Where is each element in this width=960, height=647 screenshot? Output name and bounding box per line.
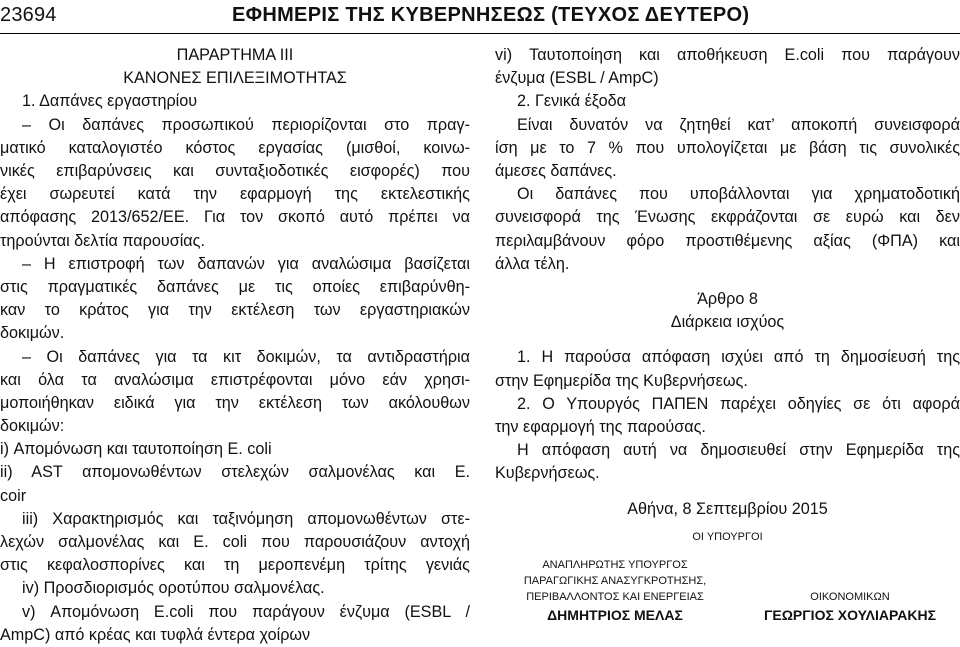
journal-title: ΕΦΗΜΕΡΙΣ ΤΗΣ ΚΥΒΕΡΝΗΣΕΩΣ (ΤΕΥΧΟΣ ΔΕΥΤΕΡΟ) (232, 4, 750, 26)
body-line: iii) Χαρακτηρισμός και ταξινόμηση απομονωθέντων στε- (22, 509, 470, 528)
section-title: 1. Δαπάνες εργαστηρίου (22, 92, 198, 111)
body-line: i) Απομόνωση και ταυτοποίηση E. coli (0, 440, 272, 459)
body-line: καν το κράτος για την εκτέλεση των εργαστηριακών (0, 301, 470, 320)
body-line: ii) AST απομονωθέντων στελεχών σαλμονέλας και E. (0, 463, 470, 482)
body-line: τηρούνται δελτία παρουσίας. (0, 231, 205, 250)
spacer (495, 334, 960, 346)
body-line: περιλαμβάνουν φόρο προστιθέμενης αξίας (ΦΠΑ) και (495, 231, 960, 250)
body-line: AmpC) από κρέας και τυφλά έντερα χοίρων (0, 625, 311, 644)
page-header (0, 0, 960, 38)
signature-block-1 (495, 557, 735, 625)
body-line: έχει σωρευτεί κατά την εφαρμογή της εκτελεστικής (0, 185, 470, 204)
body-line: λεχών σαλμονέλας και E. coli που παρουσιάζουν αντοχή (0, 533, 470, 552)
body-line: άλλα τέλη. (495, 254, 570, 273)
body-line: Κυβερνήσεως. (495, 464, 600, 483)
signer1-title-2: ΠΑΡΑΓΩΓΙΚΗΣ ΑΝΑΣΥΓΚΡΟΤΗΣΗΣ, (523, 574, 707, 587)
spacer (495, 276, 960, 288)
signer1-title-1: ΑΝΑΠΛΗΡΩΤΗΣ ΥΠΟΥΡΓΟΣ (542, 558, 688, 571)
body-line: Οι δαπάνες που υποβάλλονται για χρηματοδοτική (517, 185, 960, 204)
spacer (495, 486, 960, 498)
body-line: ματικό καταλογιστέο κόστος εργασίας (μισθοί, κοινω- (0, 138, 470, 157)
signer1-name: ΔΗΜΗΤΡΙΟΣ ΜΕΛΑΣ (547, 606, 683, 623)
body-line: στις πραγματικές δαπάνες με τις οποίες επιβαρύνθη- (0, 277, 470, 296)
page-number: 23694 (0, 4, 57, 26)
body-line: ίση με το 7 % που υπολογίζεται με βάση τις συνολικές (495, 138, 960, 157)
body-line: vi) Ταυτοποίηση και αποθήκευση E.coli που παράγουν (495, 46, 960, 64)
body-line: την εφαρμογή της παρούσας. (495, 417, 706, 436)
body-line: 1. Η παρούσα απόφαση ισχύει από τη δημοσίευσή της (517, 348, 960, 367)
signature-block-2 (740, 557, 960, 625)
body-line: – Οι δαπάνες προσωπικού περιορίζονται στο πραγ- (22, 115, 470, 134)
ministers-label: ΟΙ ΥΠΟΥΡΓΟΙ (692, 530, 763, 543)
body-line: – Η επιστροφή των δαπανών για αναλώσιμα βασίζεται (22, 254, 470, 273)
body-line: απόφασης 2013/652/ΕΕ. Για τον σκοπό αυτό πρέπει να (0, 208, 470, 227)
body-line: v) Απομόνωση E.coli που παράγουν ένζυμα (ESBL / (22, 602, 470, 621)
header-rule (0, 33, 960, 34)
article-subtitle: Διάρκεια ισχύος (670, 313, 785, 332)
body-line: στις κεφαλοσπορίνες και τη μεροπενέμη τρίτης γενιάς (0, 556, 470, 575)
signer1-title-3: ΠΕΡΙΒΑΛΛΟΝΤΟΣ ΚΑΙ ΕΝΕΡΓΕΙΑΣ (526, 590, 704, 603)
right-column (495, 44, 960, 625)
spacer (495, 521, 960, 529)
date-line: Αθήνα, 8 Σεπτεμβρίου 2015 (627, 499, 828, 518)
body-line: συνεισφορά της Ένωσης εκφράζονται σε ευρώ και δεν (495, 208, 960, 227)
body-line: νικές επιβαρύνσεις και συνταξιοδοτικές εισφορές) που (0, 161, 470, 180)
appendix-title: ΠΑΡΑΡΤΗΜΑ ΙΙΙ (176, 46, 294, 64)
body-line: – Οι δαπάνες για τα κιτ δοκιμών, τα αντιδραστήρια (22, 347, 470, 366)
body-line: και όλα τα αναλώσιμα επιστρέφονται μόνο εάν χρησι- (0, 370, 470, 389)
signer2-name: ΓΕΩΡΓΙΟΣ ΧΟΥΛΙΑΡΑΚΗΣ (763, 606, 937, 623)
left-column (0, 44, 470, 647)
appendix-subtitle: ΚΑΝΟΝΕΣ ΕΠΙΛΕΞΙΜΟΤΗΤΑΣ (123, 69, 347, 88)
signatures (495, 557, 960, 625)
section-title: 2. Γενικά έξοδα (517, 92, 626, 111)
body-line: iv) Προσδιορισμός οροτύπου σαλμονέλας. (22, 579, 325, 598)
body-line: 2. Ο Υπουργός ΠΑΠΕΝ παρέχει οδηγίες σε ότι αφορά (517, 394, 960, 413)
body-line: Είναι δυνατόν να ζητηθεί κατ’ αποκοπή συνεισφορά (517, 115, 960, 134)
body-line: δοκιμών: (0, 417, 65, 436)
body-line: στην Εφημερίδα της Κυβερνήσεως. (495, 371, 748, 390)
body-line: δοκιμών. (0, 324, 65, 343)
body-line: μοποιήθηκαν ειδικά για την εκτέλεση των ακόλουθων (0, 393, 470, 412)
body-line: coir (0, 486, 27, 505)
signer2-title: ΟΙΚΟΝΟΜΙΚΩΝ (810, 590, 890, 603)
body-line: Η απόφαση αυτή να δημοσιευθεί στην Εφημερίδα της (517, 441, 960, 460)
body-line: ένζυμα (ESBL / AmpC) (495, 69, 659, 88)
spacer (495, 545, 960, 557)
article-title: Άρθρο 8 (697, 289, 758, 308)
body-line: άμεσες δαπάνες. (495, 161, 617, 180)
